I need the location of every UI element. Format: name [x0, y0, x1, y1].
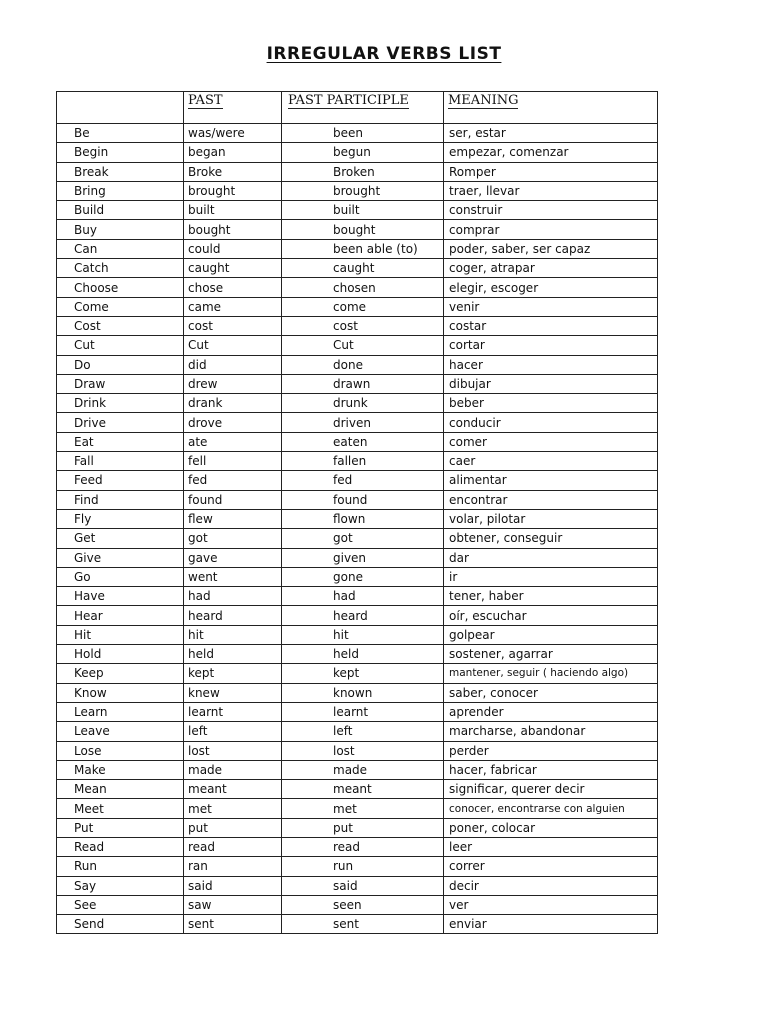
verb-past-participle-cell: meant — [282, 780, 444, 799]
verb-meaning-cell: poder, saber, ser capaz — [444, 239, 658, 258]
verb-past-cell: came — [184, 297, 282, 316]
verb-meaning-cell: dar — [444, 548, 658, 567]
verb-past-participle-cell: heard — [282, 606, 444, 625]
table-row — [57, 490, 658, 509]
header-row — [57, 92, 658, 124]
verb-past-cell: made — [184, 760, 282, 779]
table-row — [57, 162, 658, 181]
verb-meaning-cell: decir — [444, 876, 658, 895]
verb-base-cell: Say — [57, 876, 184, 895]
table-row — [57, 143, 658, 162]
verb-past-cell: sent — [184, 915, 282, 934]
verb-past-cell: ate — [184, 432, 282, 451]
verb-past-participle-cell: seen — [282, 895, 444, 914]
verb-meaning-cell: enviar — [444, 915, 658, 934]
verb-meaning-cell: golpear — [444, 625, 658, 644]
verb-meaning-cell: mantener, seguir ( haciendo algo) — [444, 664, 658, 683]
verb-base-cell: Get — [57, 529, 184, 548]
table-row — [57, 529, 658, 548]
table-row — [57, 587, 658, 606]
verb-base-cell: Hold — [57, 645, 184, 664]
verb-past-participle-cell: drunk — [282, 394, 444, 413]
verb-past-participle-cell: done — [282, 355, 444, 374]
verb-past-cell: said — [184, 876, 282, 895]
verb-base-cell: Mean — [57, 780, 184, 799]
table-row — [57, 895, 658, 914]
table-row — [57, 452, 658, 471]
verb-past-participle-cell: chosen — [282, 278, 444, 297]
verb-base-cell: Catch — [57, 259, 184, 278]
verb-past-cell: began — [184, 143, 282, 162]
verb-base-cell: Have — [57, 587, 184, 606]
verb-base-cell: Choose — [57, 278, 184, 297]
verb-past-cell: Cut — [184, 336, 282, 355]
header-past — [184, 92, 282, 124]
verb-past-cell: kept — [184, 664, 282, 683]
table-row — [57, 259, 658, 278]
verb-base-cell: Bring — [57, 181, 184, 200]
verb-base-cell: Cost — [57, 316, 184, 335]
verb-base-cell: Hit — [57, 625, 184, 644]
verb-past-cell: meant — [184, 780, 282, 799]
verb-meaning-cell: Romper — [444, 162, 658, 181]
verb-past-participle-cell: run — [282, 857, 444, 876]
verb-past-participle-cell: met — [282, 799, 444, 818]
table-row — [57, 683, 658, 702]
verb-past-participle-cell: left — [282, 722, 444, 741]
verb-meaning-cell: hacer, fabricar — [444, 760, 658, 779]
verb-meaning-cell: poner, colocar — [444, 818, 658, 837]
verb-past-participle-cell: Cut — [282, 336, 444, 355]
verb-meaning-cell: traer, llevar — [444, 181, 658, 200]
verb-base-cell: Drink — [57, 394, 184, 413]
header-past-participle-label: PAST PARTICIPLE — [288, 93, 409, 108]
table-row — [57, 278, 658, 297]
verb-past-cell: got — [184, 529, 282, 548]
verb-base-cell: Fall — [57, 452, 184, 471]
verb-past-participle-cell: built — [282, 201, 444, 220]
table-header — [57, 92, 658, 124]
table-row — [57, 297, 658, 316]
verb-base-cell: Draw — [57, 374, 184, 393]
verb-past-participle-cell: brought — [282, 181, 444, 200]
table-row — [57, 702, 658, 721]
verb-past-cell: brought — [184, 181, 282, 200]
verb-meaning-cell: perder — [444, 741, 658, 760]
verb-meaning-cell: correr — [444, 857, 658, 876]
verb-past-cell: ran — [184, 857, 282, 876]
verb-past-cell: was/were — [184, 124, 282, 143]
verb-base-cell: Go — [57, 567, 184, 586]
verb-past-participle-cell: Broken — [282, 162, 444, 181]
verb-past-cell: found — [184, 490, 282, 509]
table-row — [57, 664, 658, 683]
verb-past-cell: knew — [184, 683, 282, 702]
verb-meaning-cell: comprar — [444, 220, 658, 239]
verb-base-cell: Feed — [57, 471, 184, 490]
verb-meaning-cell: hacer — [444, 355, 658, 374]
verb-meaning-cell: comer — [444, 432, 658, 451]
verb-base-cell: Eat — [57, 432, 184, 451]
header-meaning — [444, 92, 658, 124]
verb-meaning-cell: tener, haber — [444, 587, 658, 606]
table-row — [57, 201, 658, 220]
verb-past-participle-cell: eaten — [282, 432, 444, 451]
verb-meaning-cell: conducir — [444, 413, 658, 432]
verb-past-cell: drove — [184, 413, 282, 432]
header-meaning-label: MEANING — [448, 93, 519, 108]
verb-past-cell: bought — [184, 220, 282, 239]
verb-base-cell: Hear — [57, 606, 184, 625]
verb-past-cell: caught — [184, 259, 282, 278]
verb-past-cell: hit — [184, 625, 282, 644]
table-row — [57, 509, 658, 528]
verb-meaning-cell: elegir, escoger — [444, 278, 658, 297]
header-past-participle — [282, 92, 444, 124]
verb-past-cell: cost — [184, 316, 282, 335]
verb-meaning-cell: encontrar — [444, 490, 658, 509]
verb-past-participle-cell: flown — [282, 509, 444, 528]
verb-meaning-cell: cortar — [444, 336, 658, 355]
verb-past-cell: went — [184, 567, 282, 586]
verb-base-cell: Make — [57, 760, 184, 779]
verb-past-participle-cell: been — [282, 124, 444, 143]
verb-past-participle-cell: come — [282, 297, 444, 316]
table-row — [57, 606, 658, 625]
verb-past-cell: drew — [184, 374, 282, 393]
table-row — [57, 741, 658, 760]
verb-past-participle-cell: put — [282, 818, 444, 837]
verb-base-cell: Do — [57, 355, 184, 374]
header-base-form — [57, 92, 184, 124]
table-row — [57, 336, 658, 355]
table-row — [57, 799, 658, 818]
verb-past-participle-cell: said — [282, 876, 444, 895]
verb-meaning-cell: beber — [444, 394, 658, 413]
verb-meaning-cell: oír, escuchar — [444, 606, 658, 625]
verb-past-cell: had — [184, 587, 282, 606]
table-row — [57, 780, 658, 799]
verb-past-participle-cell: drawn — [282, 374, 444, 393]
table-row — [57, 837, 658, 856]
verb-meaning-cell: sostener, agarrar — [444, 645, 658, 664]
verb-base-cell: Find — [57, 490, 184, 509]
table-row — [57, 722, 658, 741]
verb-base-cell: Drive — [57, 413, 184, 432]
verb-base-cell: Break — [57, 162, 184, 181]
table-row — [57, 645, 658, 664]
table-row — [57, 567, 658, 586]
verb-past-participle-cell: driven — [282, 413, 444, 432]
verb-meaning-cell: construir — [444, 201, 658, 220]
verb-past-cell: put — [184, 818, 282, 837]
verb-past-participle-cell: lost — [282, 741, 444, 760]
verb-base-cell: Fly — [57, 509, 184, 528]
verb-base-cell: Keep — [57, 664, 184, 683]
verb-base-cell: Begin — [57, 143, 184, 162]
verb-meaning-cell: obtener, conseguir — [444, 529, 658, 548]
verb-meaning-cell: saber, conocer — [444, 683, 658, 702]
table-row — [57, 124, 658, 143]
verb-meaning-cell: caer — [444, 452, 658, 471]
verb-past-participle-cell: got — [282, 529, 444, 548]
verb-meaning-cell: significar, querer decir — [444, 780, 658, 799]
verb-past-participle-cell: held — [282, 645, 444, 664]
verb-base-cell: See — [57, 895, 184, 914]
verb-past-cell: lost — [184, 741, 282, 760]
verb-meaning-cell: conocer, encontrarse con alguien — [444, 799, 658, 818]
table-row — [57, 181, 658, 200]
verb-past-cell: gave — [184, 548, 282, 567]
table-row — [57, 432, 658, 451]
table-row — [57, 374, 658, 393]
verb-meaning-cell: coger, atrapar — [444, 259, 658, 278]
verb-meaning-cell: aprender — [444, 702, 658, 721]
verb-past-participle-cell: made — [282, 760, 444, 779]
verb-base-cell: Build — [57, 201, 184, 220]
verb-base-cell: Come — [57, 297, 184, 316]
table-row — [57, 316, 658, 335]
verb-base-cell: Be — [57, 124, 184, 143]
verb-past-cell: chose — [184, 278, 282, 297]
verb-past-participle-cell: hit — [282, 625, 444, 644]
verb-meaning-cell: ver — [444, 895, 658, 914]
verb-meaning-cell: marcharse, abandonar — [444, 722, 658, 741]
verb-past-participle-cell: bought — [282, 220, 444, 239]
verb-past-cell: fed — [184, 471, 282, 490]
verb-meaning-cell: costar — [444, 316, 658, 335]
verb-past-participle-cell: fed — [282, 471, 444, 490]
verb-past-participle-cell: gone — [282, 567, 444, 586]
verb-past-participle-cell: sent — [282, 915, 444, 934]
verb-past-cell: left — [184, 722, 282, 741]
verb-base-cell: Cut — [57, 336, 184, 355]
verb-past-cell: heard — [184, 606, 282, 625]
verb-past-participle-cell: learnt — [282, 702, 444, 721]
table-row — [57, 548, 658, 567]
verb-past-cell: learnt — [184, 702, 282, 721]
verb-meaning-cell: ser, estar — [444, 124, 658, 143]
table-row — [57, 220, 658, 239]
verb-past-cell: flew — [184, 509, 282, 528]
verb-past-cell: built — [184, 201, 282, 220]
verb-past-cell: could — [184, 239, 282, 258]
verb-base-cell: Put — [57, 818, 184, 837]
verb-meaning-cell: venir — [444, 297, 658, 316]
verb-base-cell: Can — [57, 239, 184, 258]
table-row — [57, 857, 658, 876]
verb-past-participle-cell: kept — [282, 664, 444, 683]
verb-meaning-cell: ir — [444, 567, 658, 586]
verb-base-cell: Lose — [57, 741, 184, 760]
verb-past-cell: saw — [184, 895, 282, 914]
verb-past-cell: met — [184, 799, 282, 818]
table-row — [57, 355, 658, 374]
verb-past-participle-cell: given — [282, 548, 444, 567]
verb-base-cell: Leave — [57, 722, 184, 741]
table-row — [57, 239, 658, 258]
verb-past-participle-cell: known — [282, 683, 444, 702]
table-row — [57, 413, 658, 432]
verb-past-participle-cell: had — [282, 587, 444, 606]
table-row — [57, 760, 658, 779]
table-row — [57, 625, 658, 644]
verb-past-cell: read — [184, 837, 282, 856]
page-title: IRREGULAR VERBS LIST — [266, 44, 502, 64]
table-row — [57, 471, 658, 490]
verb-meaning-cell: volar, pilotar — [444, 509, 658, 528]
verb-base-cell: Send — [57, 915, 184, 934]
verb-past-cell: fell — [184, 452, 282, 471]
irregular-verbs-table — [56, 91, 658, 934]
verb-base-cell: Buy — [57, 220, 184, 239]
verb-past-cell: did — [184, 355, 282, 374]
verb-meaning-cell: empezar, comenzar — [444, 143, 658, 162]
verb-past-participle-cell: cost — [282, 316, 444, 335]
verb-base-cell: Learn — [57, 702, 184, 721]
verb-past-participle-cell: read — [282, 837, 444, 856]
verb-meaning-cell: dibujar — [444, 374, 658, 393]
table-row — [57, 818, 658, 837]
verb-base-cell: Run — [57, 857, 184, 876]
verb-base-cell: Meet — [57, 799, 184, 818]
verb-past-participle-cell: been able (to) — [282, 239, 444, 258]
verb-past-participle-cell: fallen — [282, 452, 444, 471]
verb-past-participle-cell: caught — [282, 259, 444, 278]
verb-meaning-cell: alimentar — [444, 471, 658, 490]
verb-meaning-cell: leer — [444, 837, 658, 856]
verb-past-cell: held — [184, 645, 282, 664]
verb-past-participle-cell: begun — [282, 143, 444, 162]
verb-base-cell: Know — [57, 683, 184, 702]
table-row — [57, 915, 658, 934]
table-body — [57, 124, 658, 934]
table-row — [57, 394, 658, 413]
verb-past-participle-cell: found — [282, 490, 444, 509]
verb-past-cell: drank — [184, 394, 282, 413]
verb-past-cell: Broke — [184, 162, 282, 181]
table-row — [57, 876, 658, 895]
verb-base-cell: Read — [57, 837, 184, 856]
header-past-label: PAST — [188, 93, 223, 108]
verb-base-cell: Give — [57, 548, 184, 567]
